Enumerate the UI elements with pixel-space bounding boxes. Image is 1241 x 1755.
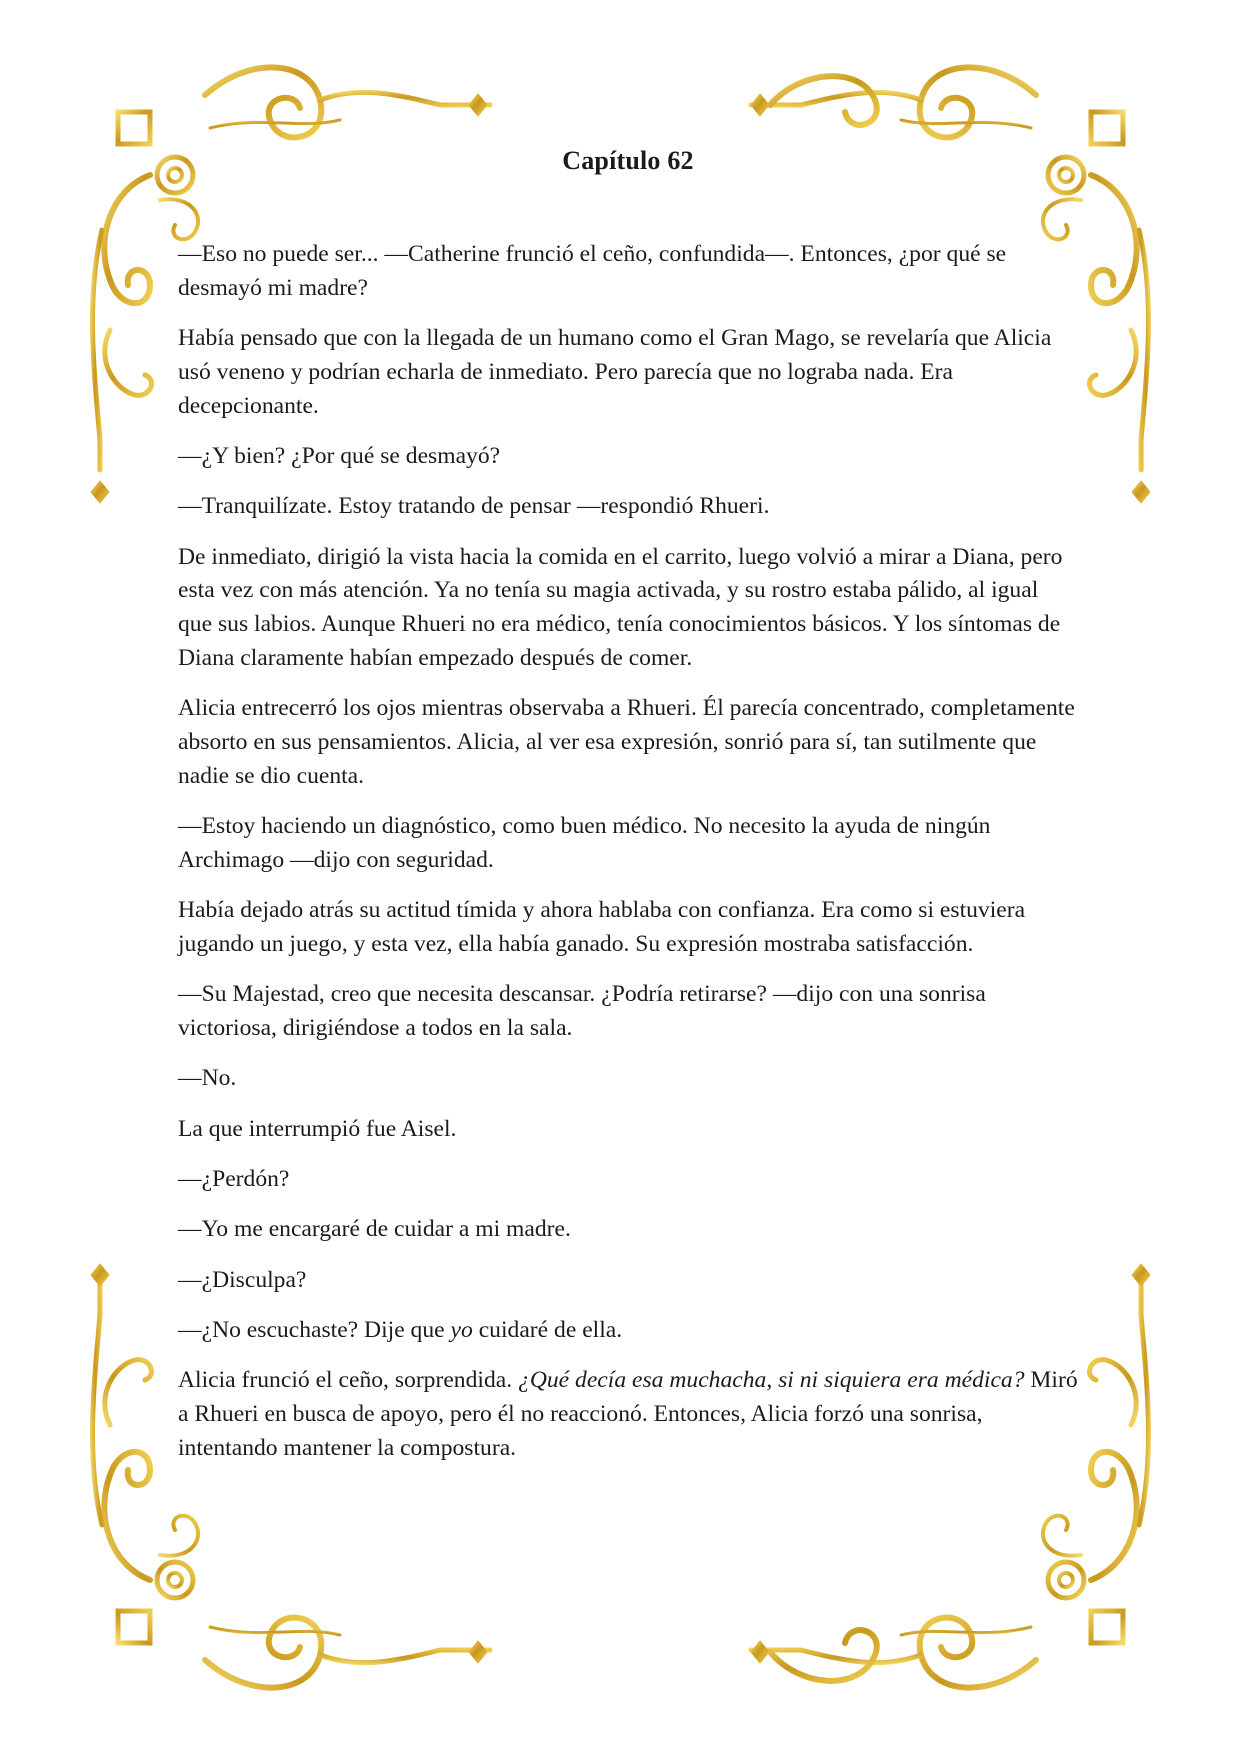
body-text	[178, 238, 1078, 1466]
text-run: —Su Majestad, creo que necesita descansar. ¿Podría retirarse? —dijo con una sonrisa victoriosa, dirigiéndose a todos en la sala.	[178, 981, 986, 1042]
text-run: Miró a Rhueri en busca de apoyo, pero él no reaccionó. Entonces, Alicia forzó una sonrisa, intentando mantener la compostura.	[178, 1367, 1078, 1461]
italic-text: yo	[450, 1316, 473, 1343]
text-run: —Tranquilízate. Estoy tratando de pensar —respondió Rhueri.	[178, 493, 770, 520]
text-run: La que interrumpió fue Aisel.	[178, 1115, 457, 1142]
paragraph	[178, 1314, 1078, 1348]
paragraph	[178, 541, 1078, 676]
italic-text: ¿Qué decía esa muchacha, si ni siquiera era médica?	[518, 1367, 1025, 1394]
frame-right-bar	[1132, 481, 1150, 1286]
text-run: —¿Y bien? ¿Por qué se desmayó?	[178, 442, 501, 469]
paragraph	[178, 810, 1078, 878]
paragraph	[178, 1213, 1078, 1247]
paragraph	[178, 1163, 1078, 1197]
paragraph	[178, 894, 1078, 962]
paragraph	[178, 1113, 1078, 1147]
text-run: —Yo me encargaré de cuidar a mi madre.	[178, 1216, 571, 1243]
text-run: Alicia entrecerró los ojos mientras observaba a Rhueri. Él parecía concentrado, completamente absorto en sus pensamientos. Alicia, al ver esa expresión, sonrió para sí, tan sutilmente que nadie se dio cuenta.	[178, 695, 1075, 789]
frame-left-bar	[91, 481, 109, 1286]
page-content	[178, 146, 1078, 1482]
paragraph	[178, 692, 1078, 793]
paragraph	[178, 322, 1078, 423]
text-run: Había dejado atrás su actitud tímida y ahora hablaba con confianza. Era como si estuviera jugando un juego, y esta vez, ella había ganado. Su expresión mostraba satisfacción.	[178, 897, 1026, 958]
paragraph	[178, 238, 1078, 306]
text-run: —¿No escuchaste? Dije que	[178, 1316, 451, 1343]
text-run: —¿Disculpa?	[178, 1266, 307, 1293]
text-run: —¿Perdón?	[178, 1166, 290, 1193]
paragraph	[178, 978, 1078, 1046]
text-run: —No.	[178, 1065, 237, 1092]
paragraph	[178, 440, 1078, 474]
text-run: cuidaré de ella.	[472, 1316, 623, 1343]
text-run: Había pensado que con la llegada de un humano como el Gran Mago, se revelaría que Alicia usó veneno y podrían echarla de inmediato. Pero parecía que no lograba nada. Era decepcionante.	[178, 325, 1052, 419]
paragraph	[178, 1062, 1078, 1096]
text-run: Alicia frunció el ceño, sorprendida.	[178, 1367, 519, 1394]
text-run: De inmediato, dirigió la vista hacia la comida en el carrito, luego volvió a mirar a Diana, pero esta vez con más atención. Ya no tenía su magia activada, y su rostro estaba pálido, al igual que sus labios. Aunque Rhueri no era médico, tenía conocimientos básicos. Y los síntomas de Diana claramente habían empezado después de comer.	[178, 543, 1063, 671]
chapter-title: Capítulo 62	[562, 146, 694, 175]
paragraph	[178, 490, 1078, 524]
paragraph	[178, 1264, 1078, 1298]
text-run: —Estoy haciendo un diagnóstico, como buen médico. No necesito la ayuda de ningún Archimago —dijo con seguridad.	[178, 813, 991, 873]
text-run: —Eso no puede ser... —Catherine frunció el ceño, confundida—. Entonces, ¿por qué se desmayó mi madre?	[178, 241, 1007, 301]
paragraph	[178, 1364, 1078, 1465]
